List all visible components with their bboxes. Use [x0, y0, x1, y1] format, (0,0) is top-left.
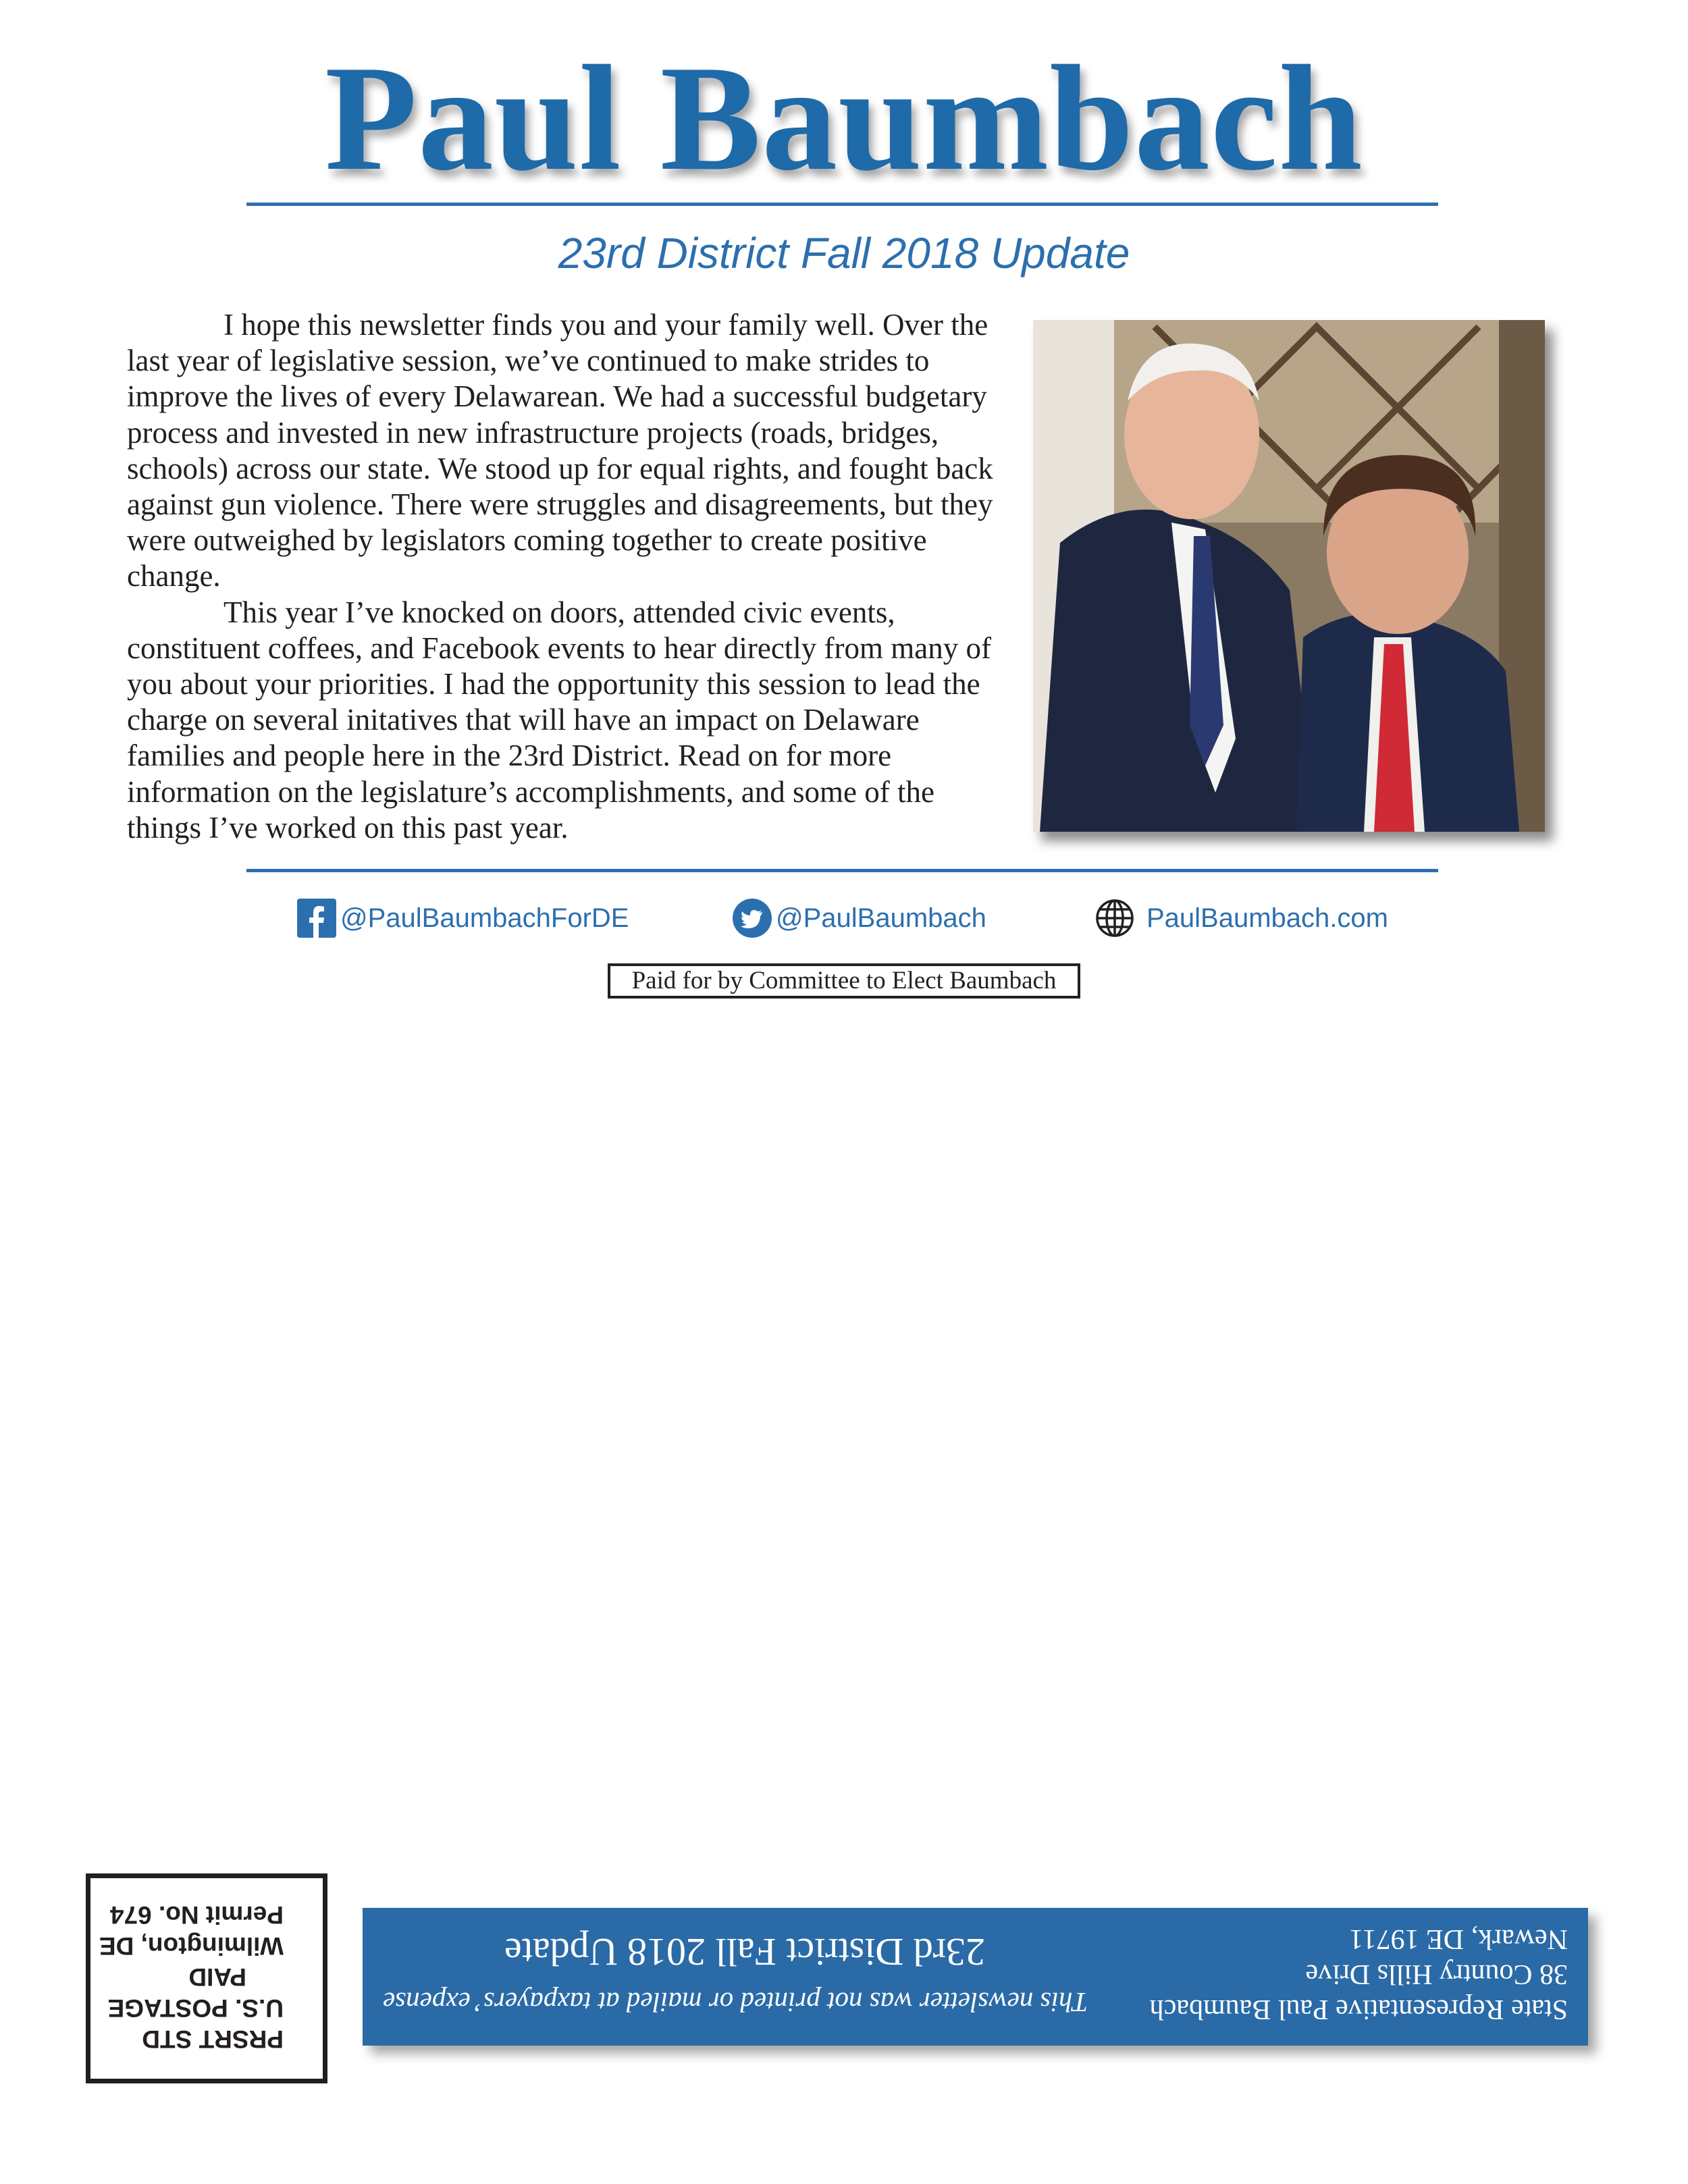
- return-address-line-1: State Representative Paul Baumbach: [1149, 1994, 1568, 2025]
- taxpayer-disclaimer: This newsletter was not printed or mailed at taxpayers’ expense: [383, 1987, 1088, 2018]
- intro-text: [127, 307, 995, 846]
- facebook-handle: @PaulBaumbachForDE: [340, 903, 629, 933]
- header-divider: [246, 203, 1438, 206]
- return-address-line-3: Newark, DE 19711: [1349, 1923, 1568, 1954]
- indicia-line-4: Wilmington, DE: [99, 1932, 284, 1960]
- twitter-link[interactable]: [733, 897, 986, 940]
- photo-paul-baumbach-with-guest: [1033, 320, 1545, 832]
- page-title: Paul Baumbach: [325, 34, 1363, 202]
- mailer-band: [363, 1908, 1588, 2046]
- indicia-line-5: Permit No. 674: [109, 1901, 284, 1929]
- paid-for-disclaimer: Paid for by Committee to Elect Baumbach: [608, 963, 1080, 998]
- footer-divider: [246, 869, 1438, 872]
- mailer-band-title: 23rd District Fall 2018 Update: [504, 1930, 986, 1974]
- facebook-icon: [297, 899, 336, 938]
- twitter-handle: @PaulBaumbach: [776, 903, 986, 933]
- globe-icon: [1095, 899, 1134, 938]
- indicia-line-3: PAID: [188, 1963, 246, 1991]
- postage-indicia: [86, 1873, 327, 2083]
- website-link[interactable]: [1095, 897, 1388, 940]
- indicia-line-1: PRSRT STD: [142, 2025, 284, 2053]
- page-subtitle: 23rd District Fall 2018 Update: [558, 229, 1130, 277]
- return-address-line-2: 38 Country Hills Drive: [1305, 1959, 1568, 1990]
- intro-paragraph-1: I hope this newsletter finds you and your family well. Over the last year of legislative session, we’ve continued to make strides to improve the lives of every Delawarean. We had a successful budgetary process and invested in new infrastructure projects (roads, bridges, schools) across our state. We stood up for equal rights, and fought back against gun violence. There were struggles and disagreements, but they were outweighed by legislators coming together to create positive change.: [127, 308, 993, 593]
- return-address: [1150, 1921, 1568, 2027]
- facebook-link[interactable]: [297, 897, 629, 940]
- indicia-line-2: U.S. POSTAGE: [107, 1994, 284, 2022]
- intro-paragraph-2: This year I’ve knocked on doors, attended civic events, constituent coffees, and Facebook events to hear directly from many of you about your priorities. I had the opportunity this session to lead the charge on several initatives that will have an impact on Delaware families and people here in the 23rd District. Read on for more information on the legislature’s accomplishments, and some of the things I’ve worked on this past year.: [127, 595, 991, 845]
- website-url: PaulBaumbach.com: [1146, 903, 1388, 933]
- twitter-icon: [733, 899, 772, 938]
- mailer-band-text: [383, 1927, 1088, 2020]
